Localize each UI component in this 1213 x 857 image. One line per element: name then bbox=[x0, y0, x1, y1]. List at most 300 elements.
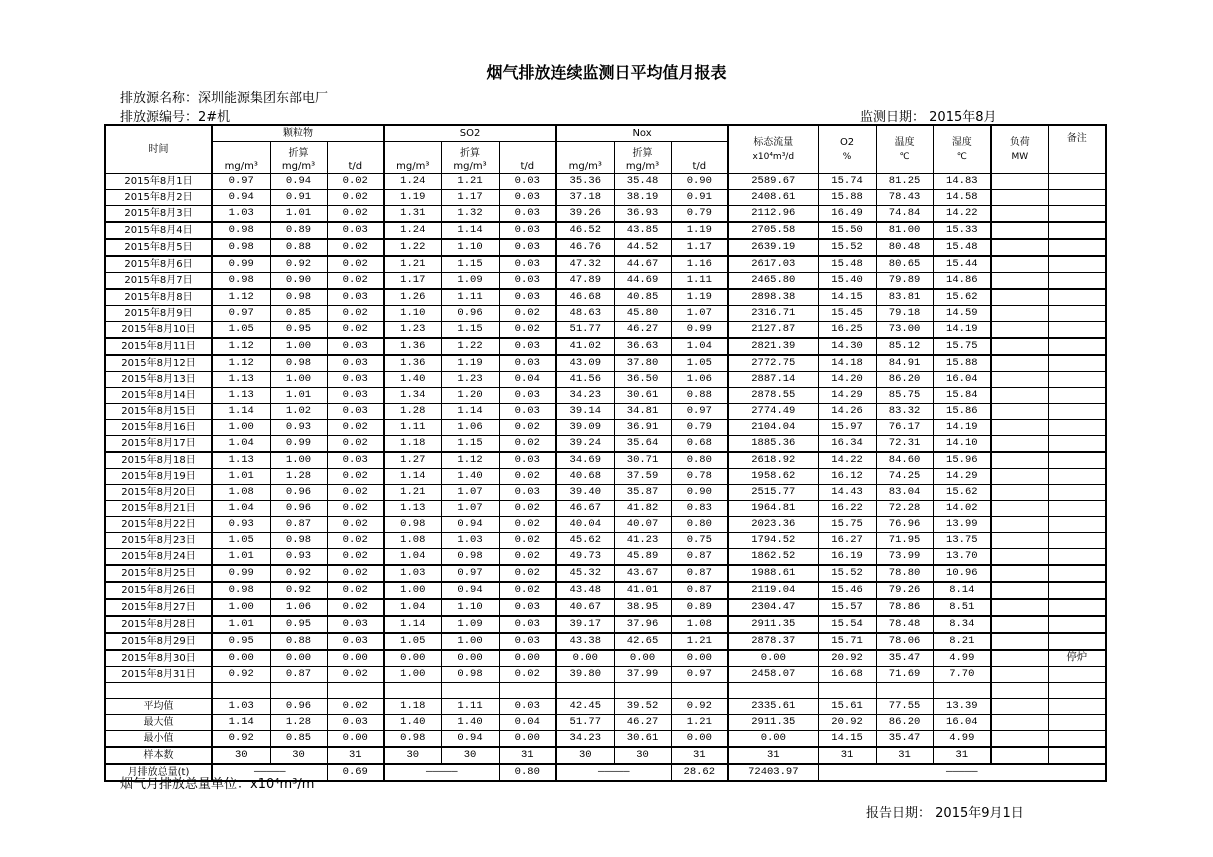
report-title: 烟气排放连续监测日平均值月报表 bbox=[486, 63, 727, 82]
cell bbox=[1048, 699, 1106, 715]
cell: 43.38 bbox=[556, 633, 614, 650]
cell: 0.02 bbox=[327, 533, 384, 549]
cell: 0.02 bbox=[327, 485, 384, 501]
summary-row bbox=[105, 747, 1106, 764]
cell: 1.06 bbox=[270, 599, 327, 616]
cell: 1.13 bbox=[384, 501, 441, 517]
cell: 15.33 bbox=[933, 222, 991, 239]
total-cell: 0.80 bbox=[499, 764, 556, 781]
report-table bbox=[104, 124, 1107, 782]
cell: 0.94 bbox=[441, 582, 499, 599]
cell: 0.87 bbox=[671, 565, 728, 582]
cell: 0.02 bbox=[327, 469, 384, 485]
cell: 14.29 bbox=[933, 469, 991, 485]
cell: 0.80 bbox=[671, 517, 728, 533]
cell: 1.00 bbox=[384, 582, 441, 599]
cell: 37.80 bbox=[614, 355, 671, 372]
cell bbox=[991, 372, 1048, 388]
cell: 39.17 bbox=[556, 616, 614, 633]
cell: 0.02 bbox=[499, 436, 556, 453]
cell: 1.12 bbox=[441, 452, 499, 469]
cell: 16.12 bbox=[818, 469, 876, 485]
cell: 0.96 bbox=[441, 306, 499, 322]
cell: 2023.36 bbox=[728, 517, 818, 533]
cell bbox=[991, 256, 1048, 273]
cell bbox=[1048, 616, 1106, 633]
cell: 39.26 bbox=[556, 206, 614, 223]
cell bbox=[1048, 501, 1106, 517]
cell: 1.13 bbox=[212, 372, 270, 388]
header-so2: SO2 bbox=[384, 125, 556, 142]
cell: 0.03 bbox=[499, 404, 556, 420]
cell: 2589.67 bbox=[728, 174, 818, 190]
row-label: 2015年8月4日 bbox=[105, 222, 212, 239]
cell: 1.12 bbox=[212, 355, 270, 372]
nox-converted-header bbox=[614, 142, 671, 174]
cell: 2772.75 bbox=[728, 355, 818, 372]
cell: 1.23 bbox=[441, 372, 499, 388]
header-note: 备注 bbox=[1048, 125, 1106, 174]
cell: 0.94 bbox=[270, 174, 327, 190]
cell: 41.23 bbox=[614, 533, 671, 549]
cell bbox=[991, 206, 1048, 223]
cell: 45.62 bbox=[556, 533, 614, 549]
cell bbox=[1048, 582, 1106, 599]
cell: 4.99 bbox=[933, 650, 991, 667]
cell: 0.80 bbox=[671, 452, 728, 469]
cell: 15.48 bbox=[818, 256, 876, 273]
cell: 44.52 bbox=[614, 239, 671, 256]
cell: 14.15 bbox=[818, 731, 876, 748]
cell: 1.11 bbox=[671, 273, 728, 290]
cell: 1862.52 bbox=[728, 549, 818, 566]
total-cell: ————— bbox=[212, 764, 327, 781]
table-row bbox=[105, 616, 1106, 633]
cell: 1.19 bbox=[671, 222, 728, 239]
cell bbox=[1048, 174, 1106, 190]
cell bbox=[1048, 289, 1106, 306]
cell: 0.00 bbox=[671, 650, 728, 667]
cell: 1.21 bbox=[384, 256, 441, 273]
cell: 16.27 bbox=[818, 533, 876, 549]
cell: 0.02 bbox=[327, 206, 384, 223]
cell: 0.03 bbox=[499, 289, 556, 306]
cell: 1885.36 bbox=[728, 436, 818, 453]
cell bbox=[991, 501, 1048, 517]
cell: 0.00 bbox=[499, 731, 556, 748]
so2-mg-header: mg/m³ bbox=[384, 142, 441, 174]
cell: 2408.61 bbox=[728, 190, 818, 206]
cell: 36.50 bbox=[614, 372, 671, 388]
cell: 1.11 bbox=[441, 289, 499, 306]
cell: 2618.92 bbox=[728, 452, 818, 469]
cell: 43.85 bbox=[614, 222, 671, 239]
cell: 1.14 bbox=[212, 715, 270, 731]
cell: 1.03 bbox=[441, 533, 499, 549]
cell: 35.48 bbox=[614, 174, 671, 190]
cell: 0.02 bbox=[327, 599, 384, 616]
cell: 2335.61 bbox=[728, 699, 818, 715]
cell: 1.04 bbox=[212, 501, 270, 517]
cell: 72.31 bbox=[876, 436, 933, 453]
cell: 1.11 bbox=[441, 699, 499, 715]
cell bbox=[991, 388, 1048, 404]
table-row bbox=[105, 582, 1106, 599]
cell: 30 bbox=[384, 747, 441, 764]
cell: 15.96 bbox=[933, 452, 991, 469]
cell: 1.22 bbox=[384, 239, 441, 256]
cell: 35.47 bbox=[876, 650, 933, 667]
table-row bbox=[105, 322, 1106, 339]
cell: 20.92 bbox=[818, 650, 876, 667]
cell: 0.02 bbox=[499, 549, 556, 566]
cell: 1.28 bbox=[270, 469, 327, 485]
row-label: 2015年8月27日 bbox=[105, 599, 212, 616]
cell: 1988.61 bbox=[728, 565, 818, 582]
cell: 15.45 bbox=[818, 306, 876, 322]
cell bbox=[1048, 731, 1106, 748]
cell: 0.03 bbox=[327, 338, 384, 355]
cell: 4.99 bbox=[933, 731, 991, 748]
cell: 1.17 bbox=[441, 190, 499, 206]
cell: 2821.39 bbox=[728, 338, 818, 355]
cell: 15.97 bbox=[818, 420, 876, 436]
table-row bbox=[105, 420, 1106, 436]
cell: 30 bbox=[614, 747, 671, 764]
cell: 1.17 bbox=[671, 239, 728, 256]
cell: 1.03 bbox=[384, 565, 441, 582]
cell: 1.00 bbox=[212, 599, 270, 616]
cell: 40.07 bbox=[614, 517, 671, 533]
blank-row bbox=[105, 683, 1106, 699]
cell: 39.80 bbox=[556, 667, 614, 683]
cell bbox=[991, 715, 1048, 731]
cell: 73.00 bbox=[876, 322, 933, 339]
cell bbox=[1048, 222, 1106, 239]
cell: 85.75 bbox=[876, 388, 933, 404]
cell: 1.28 bbox=[384, 404, 441, 420]
cell: 15.62 bbox=[933, 289, 991, 306]
cell bbox=[991, 338, 1048, 355]
cell: 0.00 bbox=[327, 731, 384, 748]
cell: 2878.37 bbox=[728, 633, 818, 650]
converted-label: 折算 bbox=[460, 148, 481, 159]
cell: 0.00 bbox=[499, 650, 556, 667]
cell: 46.68 bbox=[556, 289, 614, 306]
temp-unit: ℃ bbox=[899, 151, 910, 162]
cell bbox=[1048, 436, 1106, 453]
cell bbox=[876, 683, 933, 699]
cell: 15.57 bbox=[818, 599, 876, 616]
cell bbox=[1048, 404, 1106, 420]
cell: 1.40 bbox=[384, 372, 441, 388]
cell: 8.14 bbox=[933, 582, 991, 599]
cell: 0.97 bbox=[671, 404, 728, 420]
cell: 38.19 bbox=[614, 190, 671, 206]
cell: 1.10 bbox=[384, 306, 441, 322]
cell: 0.03 bbox=[327, 355, 384, 372]
cell: 1.13 bbox=[212, 388, 270, 404]
cell: 0.02 bbox=[499, 306, 556, 322]
cell: 0.75 bbox=[671, 533, 728, 549]
cell bbox=[1048, 388, 1106, 404]
row-label: 2015年8月31日 bbox=[105, 667, 212, 683]
cell: 83.04 bbox=[876, 485, 933, 501]
cell: 40.68 bbox=[556, 469, 614, 485]
cell: 1.08 bbox=[671, 616, 728, 633]
cell: 35.36 bbox=[556, 174, 614, 190]
cell bbox=[991, 582, 1048, 599]
cell: 1.18 bbox=[384, 436, 441, 453]
cell: 1.32 bbox=[441, 206, 499, 223]
cell: 0.90 bbox=[671, 174, 728, 190]
so2-td-header: t/d bbox=[499, 142, 556, 174]
cell: 0.98 bbox=[441, 549, 499, 566]
cell bbox=[933, 683, 991, 699]
cell bbox=[1048, 599, 1106, 616]
cell: 0.87 bbox=[270, 517, 327, 533]
cell: 1.04 bbox=[384, 549, 441, 566]
cell: 1.17 bbox=[384, 273, 441, 290]
cell: 14.19 bbox=[933, 322, 991, 339]
cell bbox=[991, 322, 1048, 339]
cell: 0.95 bbox=[270, 616, 327, 633]
cell: 0.90 bbox=[671, 485, 728, 501]
cell: 0.03 bbox=[327, 222, 384, 239]
table-row bbox=[105, 469, 1106, 485]
cell: 1.01 bbox=[270, 388, 327, 404]
cell: 1.14 bbox=[441, 404, 499, 420]
row-label: 2015年8月20日 bbox=[105, 485, 212, 501]
cell: 0.03 bbox=[499, 239, 556, 256]
cell: 0.87 bbox=[671, 549, 728, 566]
cell: 0.02 bbox=[327, 501, 384, 517]
report-date-value: 2015年9月1日 bbox=[935, 806, 1024, 821]
cell: 8.51 bbox=[933, 599, 991, 616]
converted-label: 折算 bbox=[632, 148, 653, 159]
cell: 0.03 bbox=[327, 372, 384, 388]
cell bbox=[991, 289, 1048, 306]
cell: 0.02 bbox=[499, 501, 556, 517]
cell: 14.22 bbox=[933, 206, 991, 223]
total-cell: ————— bbox=[556, 764, 671, 781]
cell: 0.98 bbox=[384, 731, 441, 748]
source-id: 排放源编号：2#机 bbox=[120, 110, 231, 125]
cell: 1.21 bbox=[671, 715, 728, 731]
cell: 2878.55 bbox=[728, 388, 818, 404]
cell bbox=[1048, 747, 1106, 764]
cell: 0.00 bbox=[728, 650, 818, 667]
cell: 1.01 bbox=[212, 616, 270, 633]
cell: 16.04 bbox=[933, 715, 991, 731]
cell: 0.98 bbox=[212, 222, 270, 239]
cell: 13.75 bbox=[933, 533, 991, 549]
cell: 0.93 bbox=[270, 420, 327, 436]
cell: 15.74 bbox=[818, 174, 876, 190]
cell: 1964.81 bbox=[728, 501, 818, 517]
header-hum bbox=[933, 125, 991, 174]
cell: 35.47 bbox=[876, 731, 933, 748]
cell: 0.88 bbox=[270, 239, 327, 256]
cell bbox=[1048, 517, 1106, 533]
cell: 0.98 bbox=[212, 239, 270, 256]
row-label: 2015年8月5日 bbox=[105, 239, 212, 256]
cell: 0.03 bbox=[499, 388, 556, 404]
cell: 1.15 bbox=[441, 436, 499, 453]
cell bbox=[1048, 485, 1106, 501]
cell: 16.25 bbox=[818, 322, 876, 339]
cell: 78.43 bbox=[876, 190, 933, 206]
table-row bbox=[105, 338, 1106, 355]
cell bbox=[1048, 549, 1106, 566]
converted-label: 折算 bbox=[288, 148, 309, 159]
cell: 36.91 bbox=[614, 420, 671, 436]
cell: 1.07 bbox=[671, 306, 728, 322]
cell: 1.01 bbox=[212, 549, 270, 566]
header-o2 bbox=[818, 125, 876, 174]
cell: 44.67 bbox=[614, 256, 671, 273]
cell: 0.03 bbox=[499, 256, 556, 273]
row-label: 2015年8月14日 bbox=[105, 388, 212, 404]
row-label: 2015年8月25日 bbox=[105, 565, 212, 582]
cell: 0.98 bbox=[212, 582, 270, 599]
cell: 30 bbox=[270, 747, 327, 764]
cell: 0.87 bbox=[270, 667, 327, 683]
cell bbox=[991, 306, 1048, 322]
cell: 0.02 bbox=[327, 549, 384, 566]
cell: 0.98 bbox=[270, 289, 327, 306]
cell: 1.02 bbox=[270, 404, 327, 420]
cell: 8.34 bbox=[933, 616, 991, 633]
cell: 0.02 bbox=[327, 667, 384, 683]
cell: 0.97 bbox=[671, 667, 728, 683]
header-flow bbox=[728, 125, 818, 174]
cell bbox=[1048, 420, 1106, 436]
cell: 0.92 bbox=[212, 667, 270, 683]
cell: 0.02 bbox=[499, 469, 556, 485]
cell: 14.26 bbox=[818, 404, 876, 420]
cell: 45.89 bbox=[614, 549, 671, 566]
cell: 76.96 bbox=[876, 517, 933, 533]
cell: 0.98 bbox=[270, 533, 327, 549]
table-row bbox=[105, 174, 1106, 190]
cell: 40.67 bbox=[556, 599, 614, 616]
cell: 1.36 bbox=[384, 355, 441, 372]
cell: 0.85 bbox=[270, 306, 327, 322]
row-label: 2015年8月7日 bbox=[105, 273, 212, 290]
cell: 0.91 bbox=[270, 190, 327, 206]
cell: 15.88 bbox=[933, 355, 991, 372]
cell: 81.00 bbox=[876, 222, 933, 239]
row-label: 2015年8月3日 bbox=[105, 206, 212, 223]
cell: 0.03 bbox=[327, 388, 384, 404]
cell: 0.02 bbox=[327, 582, 384, 599]
cell: 43.09 bbox=[556, 355, 614, 372]
cell: 0.02 bbox=[499, 582, 556, 599]
cell: 0.94 bbox=[212, 190, 270, 206]
cell: 31 bbox=[933, 747, 991, 764]
cell: 0.00 bbox=[556, 650, 614, 667]
cell bbox=[991, 616, 1048, 633]
cell: 0.03 bbox=[499, 616, 556, 633]
cell: 78.86 bbox=[876, 599, 933, 616]
cell bbox=[991, 599, 1048, 616]
cell: 16.19 bbox=[818, 549, 876, 566]
row-label: 2015年8月23日 bbox=[105, 533, 212, 549]
cell: 1.05 bbox=[384, 633, 441, 650]
cell: 2639.19 bbox=[728, 239, 818, 256]
cell: 1.34 bbox=[384, 388, 441, 404]
cell bbox=[991, 699, 1048, 715]
cell: 0.02 bbox=[327, 174, 384, 190]
total-cell: 月排放总量(t) bbox=[105, 764, 212, 781]
table-row bbox=[105, 485, 1106, 501]
cell: 0.98 bbox=[270, 355, 327, 372]
cell: 74.25 bbox=[876, 469, 933, 485]
cell bbox=[1048, 633, 1106, 650]
cell: 14.83 bbox=[933, 174, 991, 190]
cell: 49.73 bbox=[556, 549, 614, 566]
cell: 15.54 bbox=[818, 616, 876, 633]
cell: 1.06 bbox=[441, 420, 499, 436]
cell: 31 bbox=[499, 747, 556, 764]
total-cell: 72403.97 bbox=[728, 764, 818, 781]
cell: 15.84 bbox=[933, 388, 991, 404]
table-row bbox=[105, 306, 1106, 322]
cell: 36.63 bbox=[614, 338, 671, 355]
cell: 1.04 bbox=[384, 599, 441, 616]
cell: 1.10 bbox=[441, 239, 499, 256]
cell: 46.76 bbox=[556, 239, 614, 256]
cell: 0.03 bbox=[327, 452, 384, 469]
cell: 30 bbox=[556, 747, 614, 764]
cell: 0.03 bbox=[499, 338, 556, 355]
cell: 73.99 bbox=[876, 549, 933, 566]
cell: 0.97 bbox=[212, 306, 270, 322]
cell: 0.02 bbox=[499, 667, 556, 683]
cell: 0.02 bbox=[327, 699, 384, 715]
cell: 15.40 bbox=[818, 273, 876, 290]
cell: 0.90 bbox=[270, 273, 327, 290]
cell: 79.26 bbox=[876, 582, 933, 599]
cell bbox=[991, 517, 1048, 533]
flow-unit: x10⁴m³/d bbox=[752, 151, 795, 162]
cell: 79.89 bbox=[876, 273, 933, 290]
cell: 83.32 bbox=[876, 404, 933, 420]
cell: 14.20 bbox=[818, 372, 876, 388]
total-cell: 0.69 bbox=[327, 764, 384, 781]
cell: 2119.04 bbox=[728, 582, 818, 599]
cell bbox=[212, 683, 270, 699]
cell: 15.88 bbox=[818, 190, 876, 206]
cell: 41.82 bbox=[614, 501, 671, 517]
cell bbox=[991, 650, 1048, 667]
cell: 0.00 bbox=[327, 650, 384, 667]
cell: 14.19 bbox=[933, 420, 991, 436]
cell: 0.00 bbox=[728, 731, 818, 748]
cell: 0.88 bbox=[270, 633, 327, 650]
cell: 15.44 bbox=[933, 256, 991, 273]
cell: 45.32 bbox=[556, 565, 614, 582]
cell: 0.79 bbox=[671, 420, 728, 436]
total-cell: 28.62 bbox=[671, 764, 728, 781]
cell: 1.14 bbox=[384, 616, 441, 633]
cell bbox=[1048, 533, 1106, 549]
row-label: 2015年8月13日 bbox=[105, 372, 212, 388]
cell: 2515.77 bbox=[728, 485, 818, 501]
cell: 0.02 bbox=[327, 273, 384, 290]
cell: 31 bbox=[327, 747, 384, 764]
